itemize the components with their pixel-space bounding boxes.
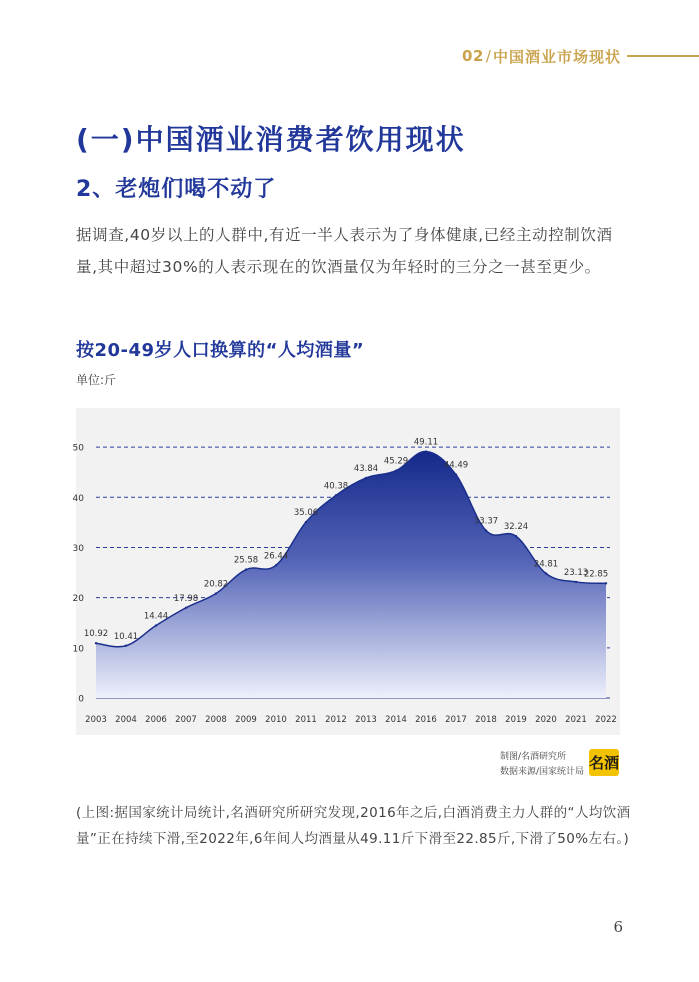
data-label: 10.41 (113, 631, 139, 642)
data-label: 22.85 (583, 569, 609, 580)
x-tick-label: 2022 (595, 715, 617, 725)
data-point (155, 624, 157, 626)
data-point (545, 572, 547, 574)
data-point (425, 450, 427, 452)
data-point (515, 535, 517, 537)
data-point (275, 564, 277, 566)
x-tick-label: 2009 (235, 715, 257, 725)
data-label: 17.98 (173, 593, 199, 604)
y-tick-label: 40 (72, 493, 84, 504)
y-tick-label: 0 (78, 694, 84, 705)
data-label: 45.29 (383, 456, 409, 467)
data-label: 10.92 (83, 629, 109, 640)
x-tick-label: 2013 (355, 715, 377, 725)
x-tick-label: 2006 (145, 715, 167, 725)
data-point (95, 642, 97, 644)
data-label: 26.44 (263, 551, 289, 562)
y-tick-label: 10 (72, 644, 84, 655)
unit-label: 单位:斤 (76, 373, 117, 387)
y-tick-label: 50 (72, 443, 84, 454)
data-label: 49.11 (413, 437, 439, 448)
data-point (575, 581, 577, 583)
y-tick-label: 20 (72, 594, 84, 605)
area-series-fill (96, 452, 609, 698)
credit-source: 数据来源/国家统计局 (500, 767, 585, 777)
brand-logo (589, 749, 619, 776)
area-chart (72, 408, 620, 735)
data-label: 33.37 (473, 516, 499, 527)
data-point (215, 592, 217, 594)
data-point (605, 582, 607, 584)
x-tick-label: 2021 (565, 715, 587, 725)
data-label: 43.84 (353, 464, 379, 475)
x-tick-label: 2004 (115, 715, 137, 725)
x-tick-label: 2012 (325, 715, 347, 725)
data-point (455, 474, 457, 476)
section-header-tag (462, 44, 699, 68)
logo-text: 名酒 (589, 754, 620, 772)
data-point (305, 521, 307, 523)
data-label: 44.49 (443, 460, 469, 471)
body-paragraph: 据调查,40岁以上的人群中,有近一半人表示为了身体健康,已经主动控制饮酒量,其中超过30%的人表示现在的饮酒量仅为年轻时的三分之一甚至更少。 (76, 226, 613, 276)
data-point (335, 494, 337, 496)
data-label: 20.82 (203, 579, 229, 590)
x-tick-label: 2014 (385, 715, 407, 725)
sub-title: 2、老炮们喝不动了 (76, 177, 277, 202)
data-label: 40.38 (323, 481, 349, 492)
data-point (485, 529, 487, 531)
data-point (395, 470, 397, 472)
x-tick-label: 2010 (265, 715, 287, 725)
data-point (245, 568, 247, 570)
x-tick-label: 2020 (535, 715, 557, 725)
chart-caption: (上图:据国家统计局统计,名酒研究所研究发现,2016年之后,白酒消费主力人群的“人均饮酒量”正在持续下滑,至2022年,6年间人均酒量从49.11斤下滑至22.85斤,下滑了50%左右。) (76, 805, 631, 847)
header-rule (627, 55, 699, 57)
header-slash: / (485, 47, 491, 65)
data-label: 23.13 (563, 567, 589, 578)
data-label: 25.58 (233, 555, 259, 566)
chapter-title: 中国酒业市场现状 (492, 47, 621, 66)
x-tick-label: 2007 (175, 715, 197, 725)
data-label: 35.06 (293, 508, 319, 519)
credit-producer: 制图/名酒研究所 (500, 752, 567, 762)
page-number: 6 (613, 918, 623, 936)
chart-credits (500, 750, 584, 780)
y-tick-label: 30 (72, 543, 84, 554)
x-tick-label: 2008 (205, 715, 227, 725)
chapter-number: 02 (462, 47, 484, 65)
x-tick-label: 2017 (445, 715, 467, 725)
x-tick-label: 2016 (415, 715, 437, 725)
data-label: 14.44 (143, 611, 169, 622)
data-label: 32.24 (503, 522, 529, 533)
data-point (125, 645, 127, 647)
x-tick-label: 2019 (505, 715, 527, 725)
x-tick-label: 2003 (85, 715, 107, 725)
x-tick-label: 2018 (475, 715, 497, 725)
section-title: (一)中国酒业消费者饮用现状 (76, 123, 466, 156)
chart-title: 按20-49岁人口换算的“人均酒量” (76, 340, 365, 361)
x-tick-label: 2011 (295, 715, 317, 725)
data-point (365, 477, 367, 479)
data-point (185, 607, 187, 609)
data-label: 24.81 (533, 559, 559, 570)
